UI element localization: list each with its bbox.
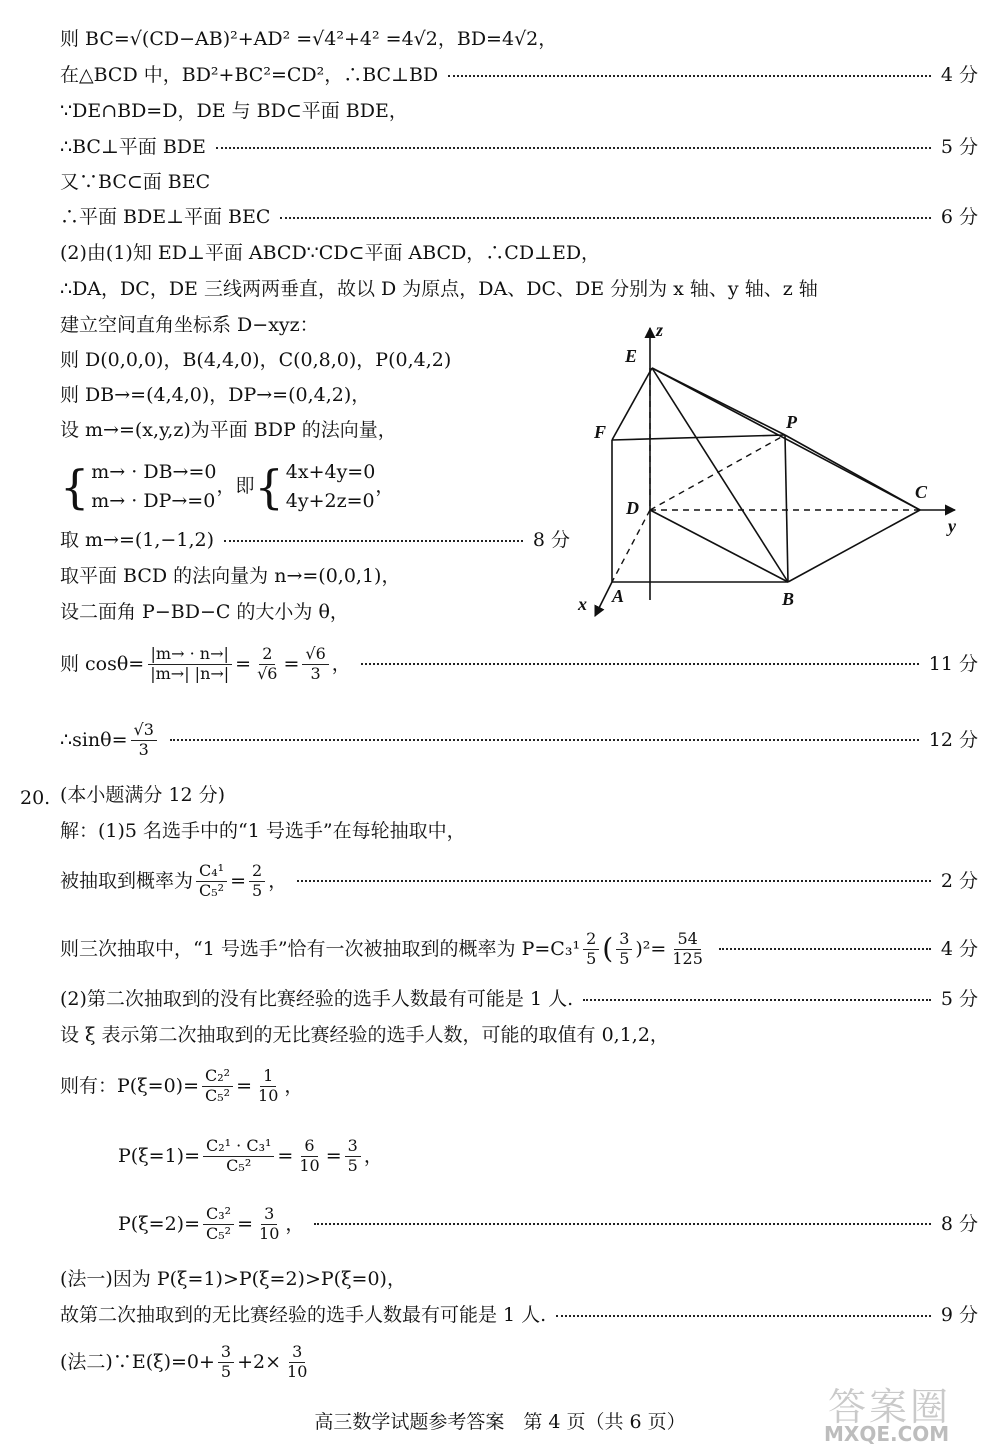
fraction: $\frac{√6}{3}$: [302, 646, 328, 683]
q20-header: (本小题满分 12 分): [60, 784, 226, 806]
label-y: y: [948, 516, 956, 536]
line-bc-length: 则 BC=√(CD−AB)²+AD² =√4²+4² =4√2，BD=4√2，: [60, 28, 558, 50]
score-label: 8 分: [940, 1212, 978, 1235]
line-part2-start: (2)由(1)知 ED⊥平面 ABCD∵CD⊂平面 ABCD，∴CD⊥ED，: [60, 242, 601, 264]
leader-dots: [361, 663, 919, 665]
edge-db: [650, 510, 788, 582]
q20-line-p0: 则有：P(ξ=0)= $\frac{\text{C₂²}}{\text{C₅²}}$ = $\frac{1}{10}$ ，: [60, 1066, 304, 1105]
q20-line-xi-def: 设 ξ 表示第二次抽取到的无比赛经验的选手人数，可能的取值有 0,1,2，: [60, 1024, 669, 1046]
edge-fp: [612, 435, 785, 440]
x-axis: [595, 582, 612, 616]
line-planes-perp: ∴平面 BDE⊥平面 BEC 6 分: [60, 206, 978, 228]
fraction: $\frac{|m\to \cdot n\to|}{|m\to| |n\to|}$: [147, 646, 232, 683]
hidden-edge-dp: [650, 435, 785, 510]
label-p: P: [786, 412, 797, 432]
problem-number: 20.: [20, 787, 51, 809]
fraction: $\frac{3}{10}$: [287, 1342, 308, 1381]
label-d: D: [626, 498, 639, 518]
label-f: F: [594, 422, 607, 442]
fraction: $\frac{3}{5}$: [345, 1138, 361, 1175]
fraction: $\frac{\text{C₂²}}{\text{C₅²}}$: [202, 1068, 233, 1105]
fraction: $\frac{\text{C₄¹}}{\text{C₅²}}$: [196, 863, 227, 900]
page-footer: 高三数学试题参考答案 第 4 页（共 6 页）: [314, 1411, 686, 1433]
line-coordinate-system: 建立空间直角坐标系 D−xyz：: [60, 314, 319, 336]
line-axes: ∴DA，DC，DE 三线两两垂直，故以 D 为原点，DA、DC、DE 分别为 x 轴、y 轴、z 轴: [60, 278, 818, 300]
fraction: $\frac{3}{10}$: [259, 1204, 280, 1243]
leader-dots: [556, 1315, 931, 1317]
line-cos-theta: 则 cosθ= $\frac{|m\to \cdot n\to|}{|m\to| |n\to|}$ = $\frac{2}{√6}$ = $\frac{√6}{3}$ ， 11 分: [60, 644, 978, 683]
fraction: $\frac{1}{10}$: [258, 1066, 279, 1105]
q20-line-conclusion: 故第二次抽取到的无比赛经验的选手人数最有可能是 1 人. 9 分: [60, 1304, 978, 1326]
line-m-value: 取 m→=(1,−1,2) 8 分: [60, 529, 570, 551]
leader-dots: [216, 147, 931, 149]
geometry-figure: [570, 320, 970, 625]
q20-line-p1: P(ξ=1)= $\frac{\text{C₂¹ · C₃¹}}{\text{C₅²}}$ = $\frac{6}{10}$ = $\frac{3}{5}$ ，: [118, 1136, 383, 1175]
q20-line-p2: P(ξ=2)= $\frac{\text{C₃²}}{\text{C₅²}}$ = $\frac{3}{10}$ ， 8 分: [118, 1204, 978, 1243]
score-label: 12 分: [928, 728, 978, 751]
line-points: 则 D(0,0,0)，B(4,4,0)，C(0,8,0)，P(0,4,2): [60, 349, 452, 371]
score-label: 4 分: [940, 937, 978, 960]
q20-line-method1: (法一)因为 P(ξ=1)>P(ξ=2)>P(ξ=0)，: [60, 1268, 406, 1290]
q20-line-part2: (2)第二次抽取到的没有比赛经验的选手人数最有可能是 1 人. 5 分: [60, 988, 978, 1010]
leader-dots: [719, 948, 931, 950]
label-a: A: [612, 586, 625, 606]
equation-system-left: { m→ · DB→=0 m→ · DP→=0: [60, 459, 217, 514]
fraction: $\frac{2}{√6}$: [257, 644, 278, 683]
q20-line-intro: 解：(1)5 名选手中的“1 号选手”在每轮抽取中，: [60, 820, 466, 842]
leader-dots: [583, 999, 931, 1001]
fraction: $\frac{2}{5}$: [583, 931, 599, 968]
leader-dots: [297, 880, 931, 882]
edge-ef: [612, 368, 652, 440]
equation-system-right: { 4x+4y=0 4y+2z=0: [254, 459, 376, 514]
line-bc-perp-bd: 在△BCD 中，BD²+BC²=CD²，∴BC⊥BD 4 分: [60, 64, 978, 86]
score-label: 6 分: [940, 206, 978, 228]
edge-bc: [788, 510, 920, 582]
line-n-vector: 取平面 BCD 的法向量为 n→=(0,0,1)，: [60, 565, 401, 587]
line-bc-in-bec: 又∵BC⊂面 BEC: [60, 171, 211, 193]
q20-line-method2: (法二)∵E(ξ)=0+ $\frac{3}{5}$ +2× $\frac{3}{10}$: [60, 1344, 978, 1381]
fraction: $\frac{\text{C₂¹ · C₃¹}}{\text{C₅²}}$: [203, 1138, 274, 1175]
leader-dots: [280, 217, 930, 219]
edge-pb: [785, 435, 788, 582]
line-bc-perp-plane: ∴BC⊥平面 BDE 5 分: [60, 136, 978, 158]
leader-dots: [314, 1223, 930, 1225]
fraction: $\frac{√3}{3}$: [131, 722, 157, 759]
label-x: x: [578, 594, 587, 614]
line-de-bd: ∵DE∩BD=D，DE 与 BD⊂平面 BDE，: [60, 100, 408, 122]
leader-dots: [448, 75, 931, 77]
fraction: $\frac{3}{5}$: [218, 1344, 234, 1381]
fraction: $\frac{\text{C₃²}}{\text{C₅²}}$: [203, 1206, 234, 1243]
fraction: $\frac{6}{10}$: [299, 1136, 320, 1175]
line-normal-vector: 设 m→=(x,y,z)为平面 BDP 的法向量，: [60, 419, 397, 441]
watermark-logo: [820, 1376, 995, 1446]
fraction: $\frac{54}{125}$: [672, 929, 703, 968]
score-label: 2 分: [940, 869, 978, 892]
score-label: 5 分: [940, 988, 978, 1010]
score-label: 8 分: [532, 529, 570, 551]
q20-line-three-draws: 则三次抽取中，“1 号选手”恰有一次被抽取到的概率为 P=C₃¹ $\frac{2}{5}$ ( $\frac{3}{5}$ )²= $\frac{54}{125}$ 4 分: [60, 929, 978, 968]
watermark-text-bottom: MXQE.COM: [824, 1422, 950, 1446]
label-z: z: [656, 320, 664, 340]
score-label: 9 分: [940, 1304, 978, 1326]
score-label: 5 分: [940, 136, 978, 158]
fraction: $\frac{3}{5}$: [616, 931, 632, 968]
hidden-edge-da: [612, 510, 650, 582]
line-dihedral-angle: 设二面角 P−BD−C 的大小为 θ，: [60, 601, 349, 623]
line-sin-theta: ∴sinθ= $\frac{√3}{3}$ 12 分: [60, 720, 978, 759]
label-c: C: [915, 482, 928, 502]
watermark-text-top: 答案圈: [828, 1385, 952, 1429]
label-b: B: [782, 589, 795, 609]
line-equation-system: { m→ · DB→=0 m→ · DP→=0 ，即 { 4x+4y=0 4y+2z=0 ，: [60, 459, 395, 514]
leader-dots: [224, 540, 523, 542]
edge-eb: [652, 368, 788, 582]
line-vectors: 则 DB→=(4,4,0)，DP→=(0,4,2)，: [60, 384, 371, 406]
fraction: $\frac{2}{5}$: [249, 863, 265, 900]
score-label: 11 分: [928, 652, 978, 675]
q20-line-prob: 被抽取到概率为 $\frac{\text{C₄¹}}{\text{C₅²}}$ = $\frac{2}{5}$ ， 2 分: [60, 861, 978, 900]
label-e: E: [625, 346, 638, 366]
score-label: 4 分: [940, 64, 978, 86]
leader-dots: [170, 739, 919, 741]
